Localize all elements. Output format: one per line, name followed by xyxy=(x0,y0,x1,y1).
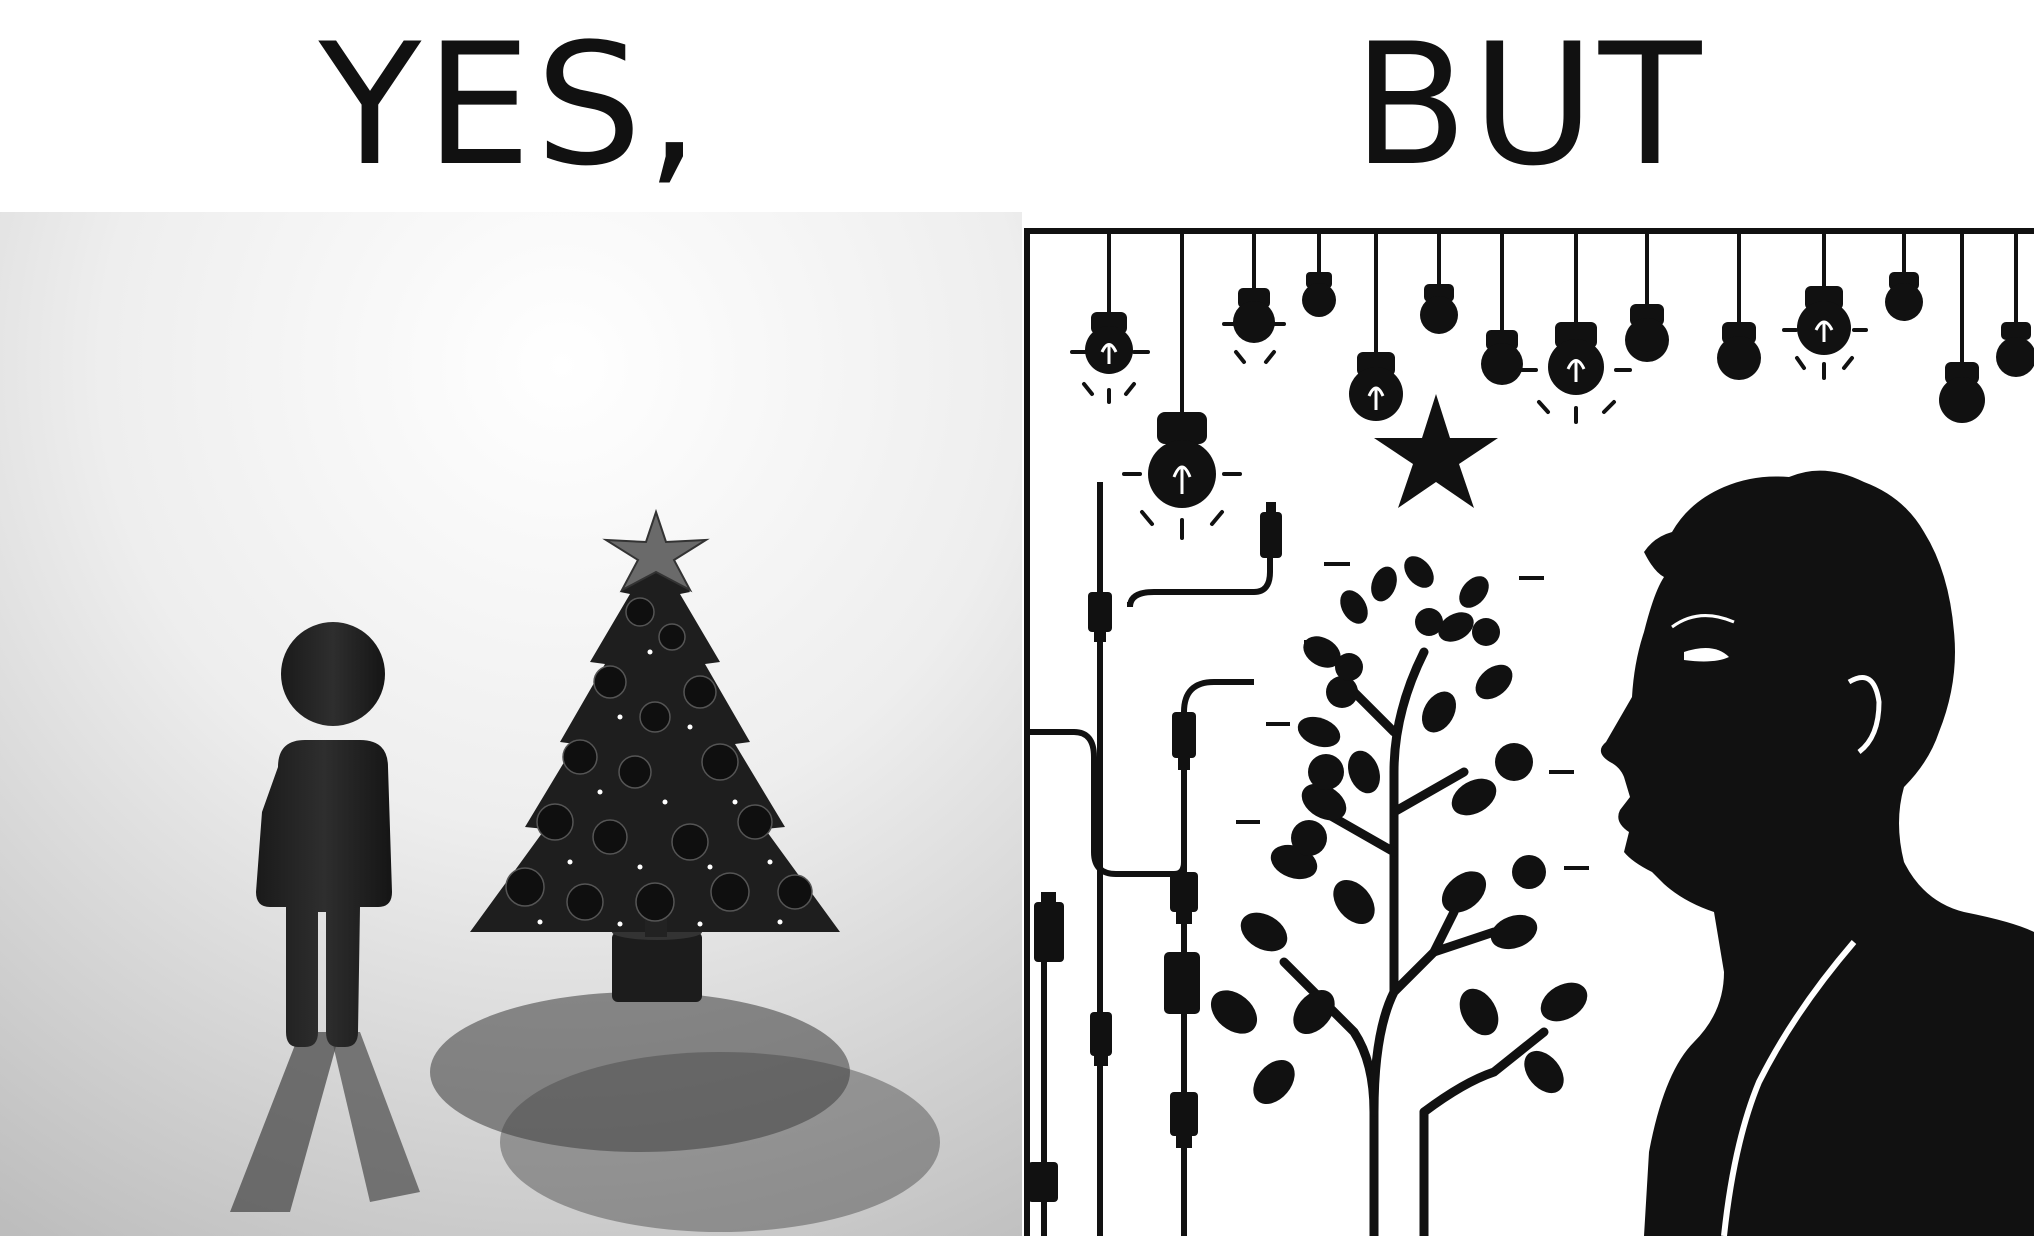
caption-yes: YES, xyxy=(318,7,704,203)
yes-panel xyxy=(0,212,1022,1236)
yes-illustration xyxy=(0,212,1022,1236)
caption-but: BUT xyxy=(1352,7,1706,203)
but-illustration xyxy=(1024,212,2034,1236)
but-panel xyxy=(1024,212,2034,1236)
